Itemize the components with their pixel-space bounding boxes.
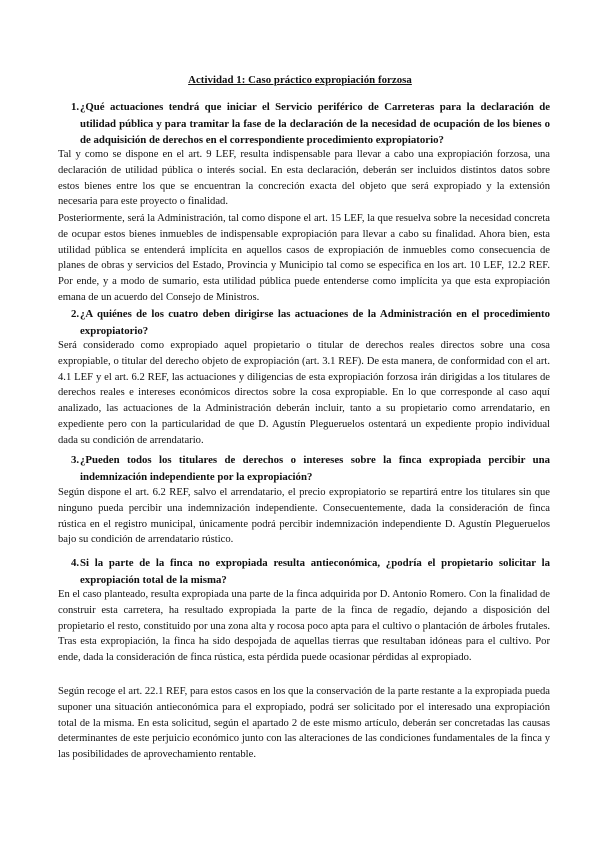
paragraph: Según recoge el art. 22.1 REF, para estos casos en los que la conservación de la parte restante a la expropiada pueda suponer una situación antieconómica para el expropiado, podrá ser solicitado por el interesado una expropiación total de la misma. En esta solicitud, según el apartado 2 de este mismo artículo, deberán ser concretadas las causas determinantes de este perjuicio económico junto con las alteraciones de las condiciones fundamentales de la finca y las posibilidades de aprovechamiento rentable. — [58, 686, 550, 761]
paragraph: Según dispone el art. 6.2 REF, salvo el arrendatario, el precio expropiatorio se repartirá entre los titulares sin que ninguno pueda percibir una indemnización independiente. Consecuentemente, dada la consideración de finca rústica en el registro municipal, únicamente podrá percibir indemnización independiente D. Agustín Plegueruelos bajo su condición de arrendatario rústico. — [58, 487, 550, 546]
question-text: ¿Pueden todos los titulares de derechos o intereses sobre la finca expropiada percibir una indemnización independiente por la expropiación? — [80, 454, 550, 483]
question-1 — [71, 99, 550, 149]
question-text: ¿A quiénes de los cuatro deben dirigirse las actuaciones de la Administración en el procedimiento expropiatorio? — [80, 308, 550, 337]
question-text: Si la parte de la finca no expropiada resulta antieconómica, ¿podría el propietario solicitar la expropiación total de la misma? — [80, 557, 550, 586]
question-2 — [71, 306, 550, 339]
question-number: 4. — [71, 557, 80, 569]
question-text: ¿Qué actuaciones tendrá que iniciar el Servicio periférico de Carreteras para la declaración de utilidad pública y para tramitar la fase de la declaración de la necesidad de ocupación de los bienes o de adquisición de derechos en el correspondiente procedimiento expropiatorio? — [80, 101, 550, 146]
question-3 — [71, 452, 550, 485]
paragraph: Será considerado como expropiado aquel propietario o titular de derechos reales directos sobre una cosa expropiable, o titular del derecho objeto de expropiación (art. 3.1 REF). De esta manera, de conformidad con el art. 4.1 LEF y el art. 6.2 REF, las actuaciones y diligencias de esta expropiación forzosa irán dirigidas a los titulares de derechos reales e intereses económicos directos sobre la cosa expropiable. En lo que corresponde al caso aquí analizado, las actuaciones de la Administración deberán incluir, tanto a su propietario como arrendatario, en expediente pero con la particularidad de que D. Agustín Plegueruelos ostentará un expediente propio individual dada su condición de arrendatario. — [58, 340, 550, 446]
question-4 — [71, 555, 550, 588]
question-number: 2. — [71, 308, 80, 320]
question-number: 3. — [71, 454, 80, 466]
paragraph: En el caso planteado, resulta expropiada una parte de la finca adquirida por D. Antonio Romero. Con la finalidad de construir esta carretera, ha resultado expropiada la parte de la finca de regadío, dejando a disposición del propietario el resto, constituido por una zona alta y rocosa poco apta para el cultivo o plantación de árboles frutales. Tras esta expropiación, la finca ha sido despojada de aquellas tierras que resultaban idóneas para el cultivo. Por ende, dada la consideración de finca rústica, esta pérdida puede ocasionar pérdidas al expropiado. — [58, 589, 550, 664]
document-title: Actividad 1: Caso práctico expropiación forzosa — [188, 74, 412, 86]
paragraph: Posteriormente, será la Administración, tal como dispone el art. 15 LEF, la que resuelva sobre la necesidad concreta de ocupar estos bienes inmuebles de indispensable expropiación para llevar a cabo su finalidad. Ahora bien, esta utilidad pública se entenderá implícita en aquellos casos de expropiación de inmuebles como consecuencia de planes de obras y servicios del Estado, Provincia y Municipio tal como se especifica en los art. 10 LEF, 12.2 REF. Por ende, y a modo de sumario, esta utilidad pública puede entenderse como implícita ya que esta expropiación emana de un acuerdo del Consejo de Ministros. — [58, 213, 550, 303]
paragraph: Tal y como se dispone en el art. 9 LEF, resulta indispensable para llevar a cabo una expropiación forzosa, una declaración de utilidad pública o interés social. En esta declaración, deberán ser incluidos distintos datos sobre estos bienes entre los que se encuentran la concreción exacta del objeto que será expropiado y la extensión necesaria para este proyecto o finalidad. — [58, 149, 550, 208]
question-number: 1. — [71, 101, 80, 113]
